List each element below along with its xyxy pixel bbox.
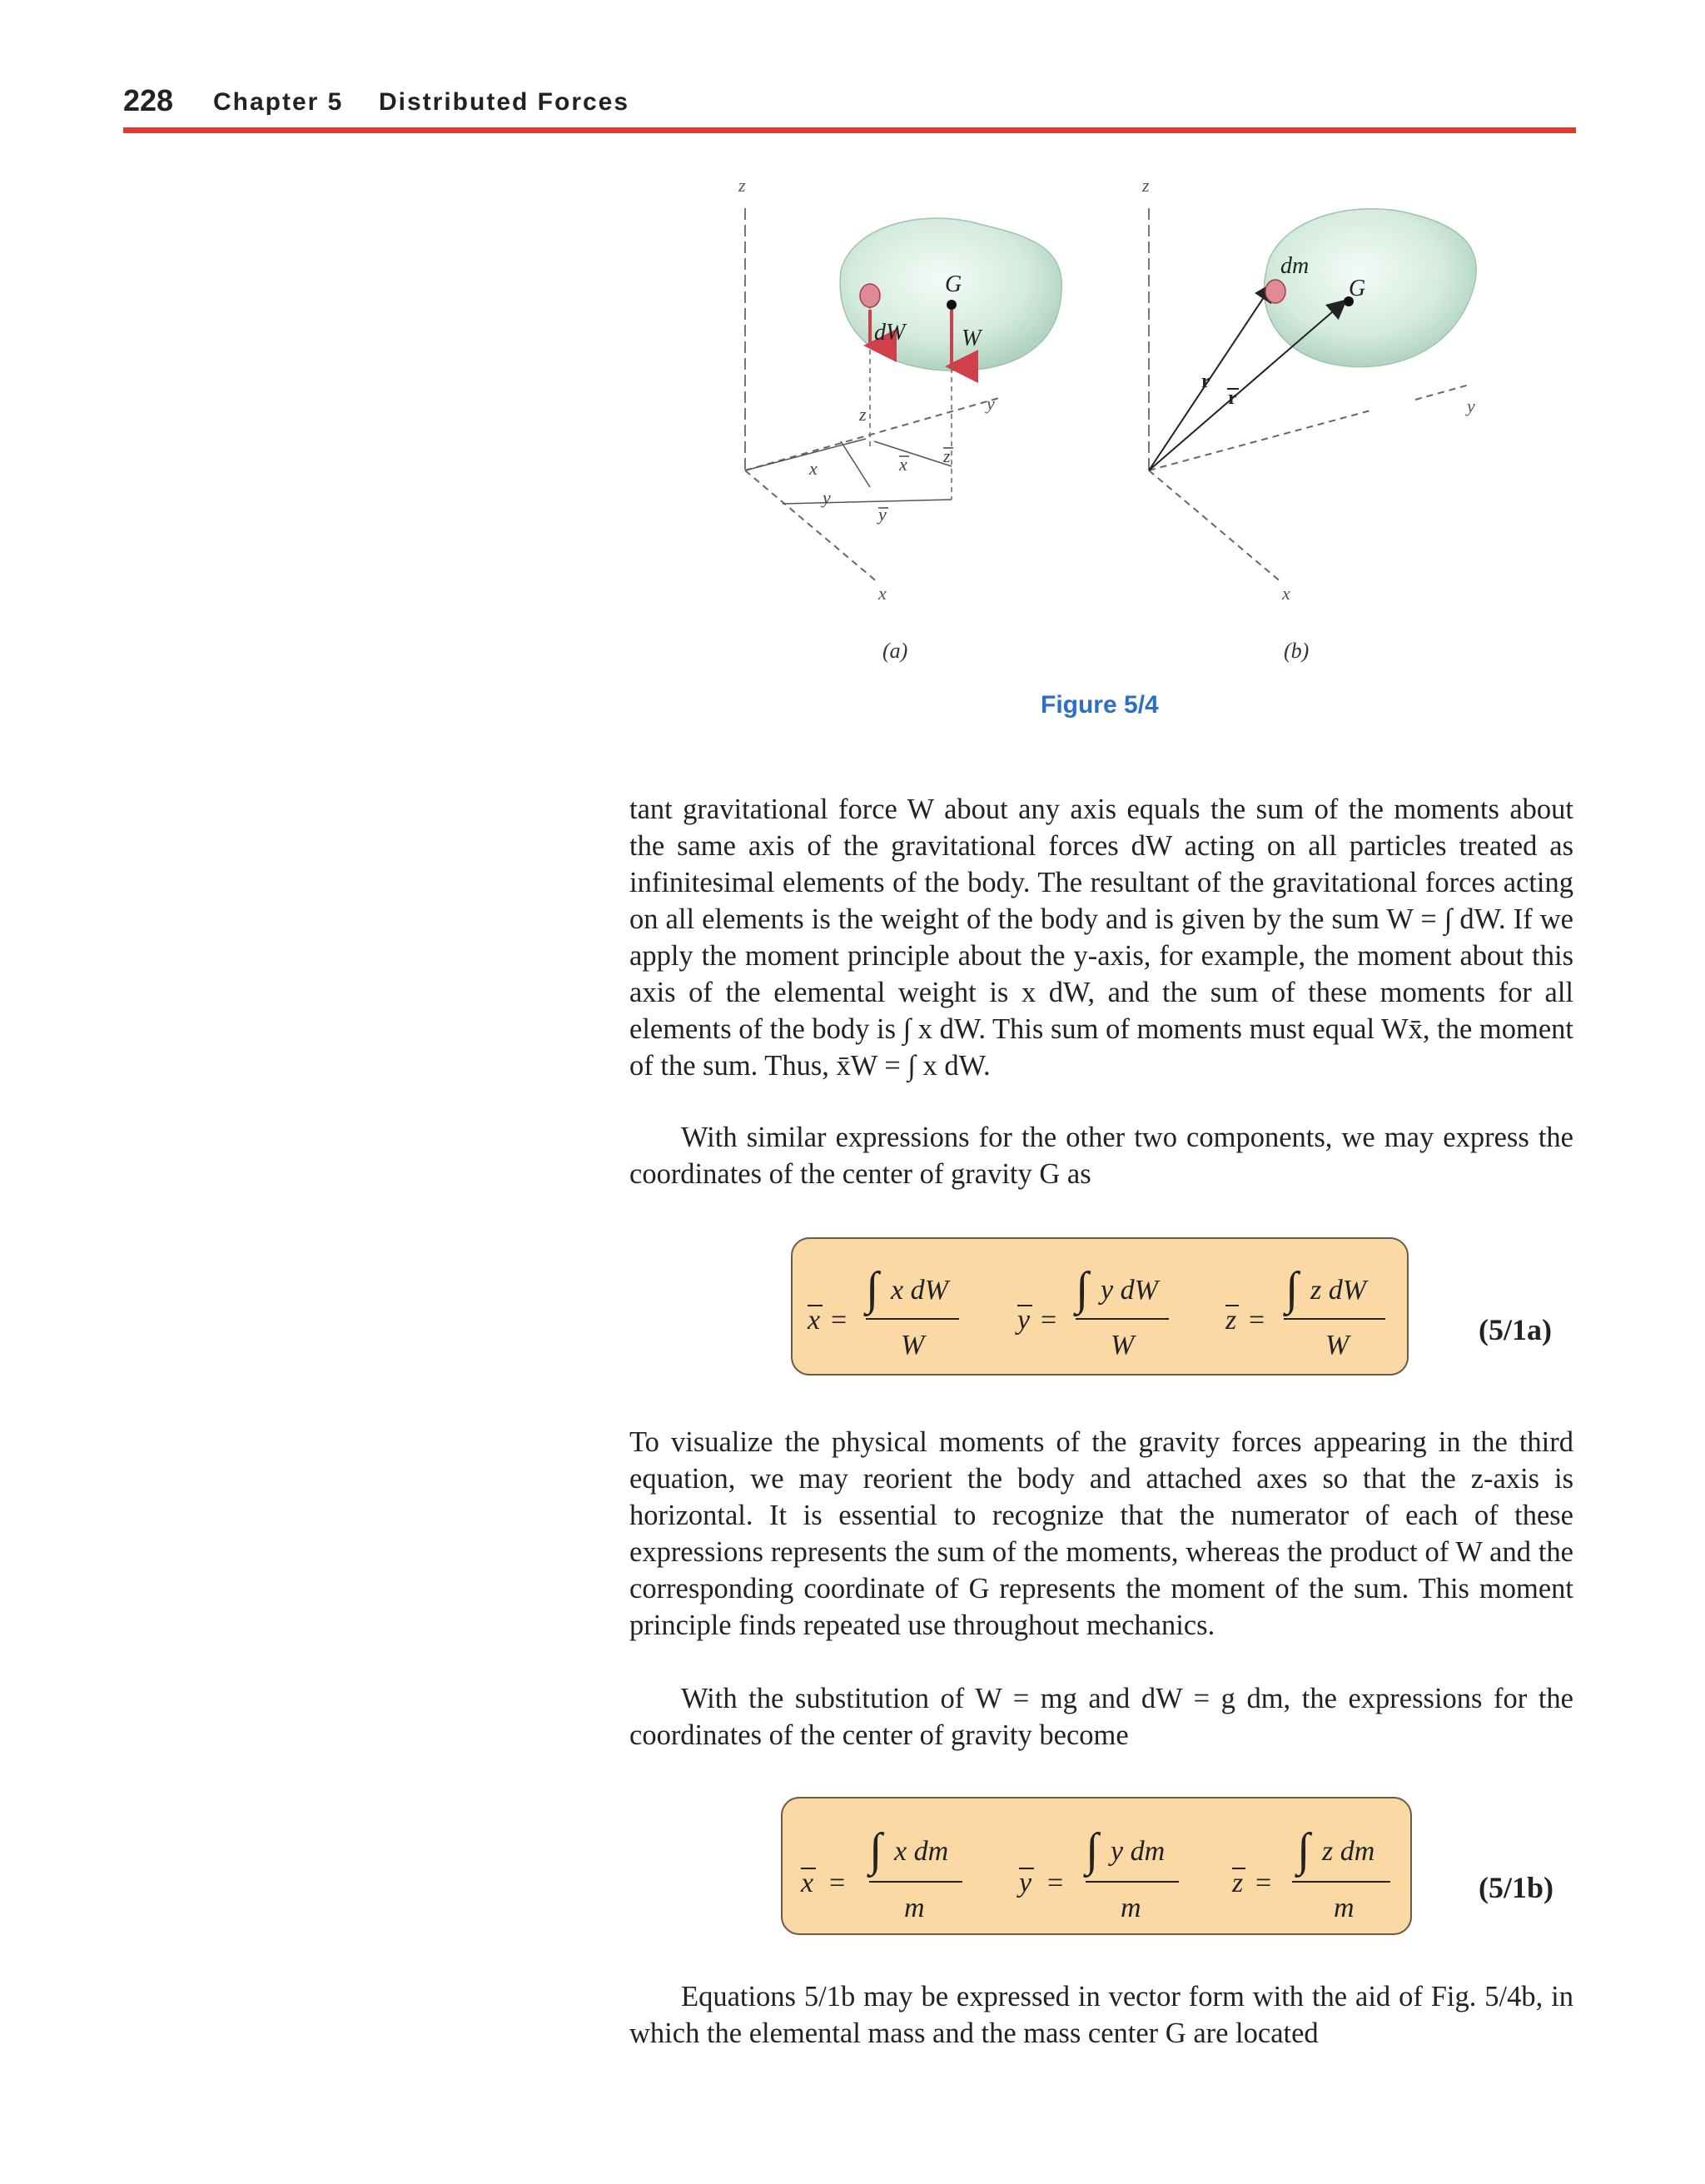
svg-text:∫: ∫: [1086, 1824, 1099, 1876]
svg-text:∫: ∫: [1285, 1263, 1299, 1315]
label-xbar: x: [899, 454, 907, 475]
chapter-label: Chapter 5: [213, 88, 344, 116]
label-r: r: [1201, 371, 1210, 392]
axis-z-b: z: [1142, 175, 1150, 196]
equation-5-1b: [783, 1798, 1410, 1933]
paragraph-3: [629, 1424, 1573, 1644]
axis-x-b: x: [1282, 583, 1290, 604]
svg-text:=: =: [831, 1305, 848, 1336]
eq1b-num-3: z dm: [1322, 1836, 1375, 1867]
eq1b-den-2: m: [1121, 1893, 1141, 1923]
figure-drawing: [716, 167, 1499, 683]
panel-a: [738, 175, 1061, 663]
paragraph-1-text: tant gravitational force W about any axis equals the sum of the moments about the same axis of the gravitational forces dW acting on all particles treated as infinitesimal elements of the body. The resultant of the gravitational forces acting on all elements is the weight of the body and is given by the sum W = ∫ dW. If we apply the moment principle about the y-axis, for example, the moment about this axis of the elemental weight is x dW, and the sum of these moments for all elements of the body is ∫ x dW. This sum of moments must equal Wx̄, the moment of the sum. Thus, x̄W = ∫ x dW.: [629, 794, 1573, 1082]
equation-box-5-1b: [781, 1797, 1412, 1935]
equation-label-5-1b: (5/1b): [1479, 1871, 1553, 1904]
svg-text:∫: ∫: [1297, 1824, 1310, 1876]
page-header: [123, 83, 1576, 133]
svg-text:=: =: [1041, 1305, 1057, 1336]
eq1b-num-2: y dm: [1111, 1836, 1166, 1867]
label-ybar: y: [878, 504, 887, 525]
paragraph-2: [629, 1119, 1573, 1192]
label-G-a: G: [945, 271, 962, 297]
panel-b: [1141, 175, 1476, 663]
paragraph-5-text: Equations 5/1b may be expressed in vector form with the aid of Fig. 5/4b, in which the elemental mass and the mass center G are located: [629, 1981, 1573, 2049]
equation-label-5-1a: (5/1a): [1479, 1313, 1552, 1346]
label-zbar: z: [943, 445, 951, 466]
axis-x-a: x: [878, 583, 887, 604]
paragraph-5: [629, 1978, 1573, 2052]
label-rbar: r: [1228, 387, 1237, 409]
eq1a-den-1: W: [901, 1330, 925, 1361]
label-elem-x: x: [809, 458, 818, 479]
paragraph-2-text: With similar expressions for the other two components, we may express the coordinates of the center of gravity G as: [629, 1122, 1573, 1190]
axis-z-a: z: [738, 175, 746, 196]
equation-box-5-1a: [791, 1237, 1409, 1376]
chapter-title: Distributed Forces: [379, 88, 630, 116]
eq1b-num-1: x dm: [894, 1836, 949, 1867]
eq1a-den-2: W: [1111, 1330, 1135, 1361]
svg-text:=: =: [1255, 1868, 1272, 1898]
label-elem-y: y: [823, 487, 831, 508]
label-dW: dW: [874, 320, 906, 346]
svg-text:=: =: [1249, 1305, 1265, 1336]
axis-y-b: y: [1467, 396, 1475, 416]
eq1b-den-3: m: [1334, 1893, 1355, 1923]
paragraph-4: [629, 1680, 1573, 1754]
eq1b-lhs-z: z: [1232, 1868, 1244, 1898]
panel-b-label: (b): [1284, 639, 1310, 663]
paragraph-1: [629, 791, 1573, 1084]
svg-text:=: =: [829, 1868, 846, 1898]
eq1b-lhs-x: x: [801, 1868, 814, 1898]
eq1b-den-1: m: [904, 1893, 925, 1923]
eq1a-lhs-x: x: [808, 1305, 821, 1336]
header-rule: [123, 127, 1576, 133]
eq1a-num-1: x dW: [891, 1275, 948, 1306]
label-G-b: G: [1349, 276, 1366, 301]
eq1a-num-3: z dW: [1310, 1275, 1367, 1306]
panel-a-label: (a): [882, 639, 908, 663]
label-W: W: [962, 326, 982, 351]
eq1a-lhs-y: y: [1017, 1305, 1031, 1336]
svg-text:∫: ∫: [869, 1824, 882, 1876]
label-dm: dm: [1280, 253, 1310, 279]
equation-5-1a: [793, 1239, 1407, 1374]
eq1a-lhs-z: z: [1225, 1305, 1237, 1336]
axis-y-a: y: [987, 393, 995, 414]
label-elem-z: z: [859, 404, 867, 425]
eq1a-den-3: W: [1325, 1330, 1350, 1361]
page-number: 228: [123, 83, 174, 117]
paragraph-4-text: With the substitution of W = mg and dW = g dm, the expressions for the coordinates of the center of gravity become: [629, 1683, 1573, 1751]
figure-5-4: [716, 167, 1499, 683]
svg-text:∫: ∫: [1076, 1263, 1089, 1315]
svg-text:=: =: [1047, 1868, 1064, 1898]
figure-caption: Figure 5/4: [1041, 691, 1159, 719]
svg-text:∫: ∫: [866, 1263, 879, 1315]
eq1a-num-2: y dW: [1101, 1275, 1158, 1306]
paragraph-3-text: To visualize the physical moments of the gravity forces appearing in the third equation, we may reorient the body and attached axes so that the z-axis is horizontal. It is essential to recognize that the numerator of each of these expressions represents the sum of the moments, whereas the product of W and the corresponding coordinate of G represents the moment of the sum. This moment principle finds repeated use throughout mechanics.: [629, 1426, 1573, 1641]
eq1b-lhs-y: y: [1019, 1868, 1032, 1898]
